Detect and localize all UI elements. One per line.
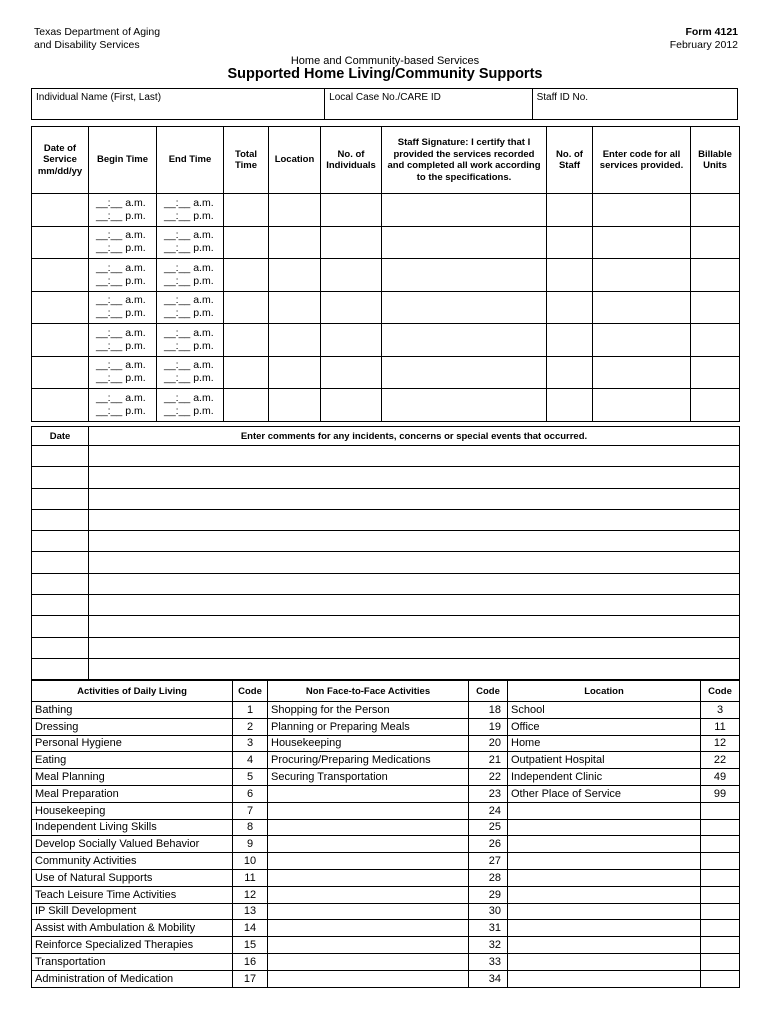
service-location-cell[interactable] — [269, 356, 321, 389]
service-date-cell[interactable] — [32, 194, 89, 227]
comment-row — [32, 488, 740, 509]
time-pm-blank: __:__ p.m. — [96, 209, 146, 222]
adl-code: 3 — [233, 735, 268, 752]
codes-row — [32, 718, 740, 735]
non-face-activity — [268, 886, 469, 903]
service-no-individuals-cell[interactable] — [321, 194, 382, 227]
comment-row — [32, 658, 740, 679]
time-am-blank: __:__ a.m. — [164, 326, 214, 339]
adl-code: 7 — [233, 802, 268, 819]
adl-activity: Assist with Ambulation & Mobility — [32, 920, 233, 937]
service-begin-time-cell[interactable] — [89, 226, 157, 259]
adl-activity: Personal Hygiene — [32, 735, 233, 752]
comment-date-cell[interactable] — [32, 637, 89, 658]
service-no-individuals-cell[interactable] — [321, 226, 382, 259]
service-begin-time-cell[interactable] — [89, 389, 157, 422]
service-no-individuals-cell[interactable] — [321, 389, 382, 422]
codes-row — [32, 769, 740, 786]
service-begin-time-cell[interactable] — [89, 324, 157, 357]
location-name: Outpatient Hospital — [508, 752, 701, 769]
service-service-code-cell[interactable] — [593, 291, 691, 324]
agency-line-2: and Disability Services — [34, 39, 140, 51]
comment-date-cell[interactable] — [32, 616, 89, 637]
adl-code: 12 — [233, 886, 268, 903]
codes-row — [32, 937, 740, 954]
adl-code: 15 — [233, 937, 268, 954]
service-service-code-cell[interactable] — [593, 389, 691, 422]
comment-text-cell[interactable] — [89, 488, 740, 509]
codes-row — [32, 903, 740, 920]
service-total-time-cell[interactable] — [224, 291, 269, 324]
service-total-time-cell[interactable] — [224, 194, 269, 227]
time-pm-blank: __:__ p.m. — [164, 404, 214, 417]
service-end-time-cell[interactable] — [157, 259, 224, 292]
time-pm-blank: __:__ p.m. — [96, 307, 146, 320]
location-code — [701, 903, 740, 920]
adl-code: 16 — [233, 953, 268, 970]
location-name — [508, 920, 701, 937]
time-pm-blank: __:__ p.m. — [164, 372, 214, 385]
form-id — [670, 26, 738, 52]
adl-code: 8 — [233, 819, 268, 836]
codes-reference-table — [31, 680, 740, 988]
comment-row — [32, 637, 740, 658]
non-face-activity — [268, 785, 469, 802]
agency-line-1: Texas Department of Aging — [34, 26, 161, 38]
non-face-activity: Planning or Preparing Meals — [268, 718, 469, 735]
location-name — [508, 937, 701, 954]
service-location-cell[interactable] — [269, 291, 321, 324]
service-total-time-cell[interactable] — [224, 226, 269, 259]
adl-activity: Reinforce Specialized Therapies — [32, 937, 233, 954]
non-face-code: 26 — [469, 836, 508, 853]
comment-date-cell[interactable] — [32, 573, 89, 594]
adl-activity: Dressing — [32, 718, 233, 735]
location-name — [508, 836, 701, 853]
time-am-blank: __:__ a.m. — [96, 229, 146, 242]
non-face-activity — [268, 920, 469, 937]
adl-activity: Eating — [32, 752, 233, 769]
time-pm-blank: __:__ p.m. — [96, 339, 146, 352]
location-code — [701, 836, 740, 853]
non-face-activity: Securing Transportation — [268, 769, 469, 786]
service-no-staff-cell[interactable] — [547, 356, 593, 389]
non-face-activity: Housekeeping — [268, 735, 469, 752]
staff-id-field[interactable] — [533, 89, 737, 119]
service-location-cell[interactable] — [269, 194, 321, 227]
location-code-header: Code — [701, 681, 740, 702]
case-no-field[interactable] — [325, 89, 532, 119]
adl-activity: Administration of Medication — [32, 970, 233, 987]
codes-row — [32, 920, 740, 937]
col-total-time: Total Time — [224, 127, 269, 194]
time-pm-blank: __:__ p.m. — [96, 372, 146, 385]
codes-row — [32, 802, 740, 819]
non-face-code: 30 — [469, 903, 508, 920]
comment-row — [32, 595, 740, 616]
service-no-staff-cell[interactable] — [547, 389, 593, 422]
non-face-code: 24 — [469, 802, 508, 819]
col-location: Location — [269, 127, 321, 194]
time-pm-blank: __:__ p.m. — [96, 404, 146, 417]
adl-activity: Bathing — [32, 702, 233, 719]
service-no-individuals-cell[interactable] — [321, 291, 382, 324]
service-row — [32, 324, 740, 357]
service-end-time-cell[interactable] — [157, 389, 224, 422]
service-service-code-cell[interactable] — [593, 356, 691, 389]
comment-row — [32, 467, 740, 488]
comment-text-cell[interactable] — [89, 531, 740, 552]
adl-code: 1 — [233, 702, 268, 719]
adl-activity: Transportation — [32, 953, 233, 970]
time-pm-blank: __:__ p.m. — [164, 209, 214, 222]
adl-code: 9 — [233, 836, 268, 853]
codes-row — [32, 970, 740, 987]
service-no-individuals-cell[interactable] — [321, 356, 382, 389]
codes-row — [32, 785, 740, 802]
non-face-code: 22 — [469, 769, 508, 786]
service-end-time-cell[interactable] — [157, 194, 224, 227]
adl-header: Activities of Daily Living — [32, 681, 233, 702]
adl-code: 2 — [233, 718, 268, 735]
service-log-table — [31, 126, 740, 422]
non-face-activity — [268, 970, 469, 987]
location-name: School — [508, 702, 701, 719]
service-total-time-cell[interactable] — [224, 324, 269, 357]
adl-activity: Community Activities — [32, 853, 233, 870]
service-begin-time-cell[interactable] — [89, 194, 157, 227]
non-face-activity — [268, 819, 469, 836]
location-name — [508, 869, 701, 886]
codes-row — [32, 819, 740, 836]
non-face-code: 27 — [469, 853, 508, 870]
time-am-blank: __:__ a.m. — [96, 326, 146, 339]
comment-text-cell[interactable] — [89, 509, 740, 530]
service-end-time-cell[interactable] — [157, 324, 224, 357]
time-pm-blank: __:__ p.m. — [164, 274, 214, 287]
codes-row — [32, 886, 740, 903]
adl-code: 10 — [233, 853, 268, 870]
case-no-label: Local Case No./CARE ID — [329, 92, 441, 103]
service-service-code-cell[interactable] — [593, 226, 691, 259]
non-face-code: 32 — [469, 937, 508, 954]
service-staff-signature-cell[interactable] — [382, 291, 547, 324]
service-location-cell[interactable] — [269, 226, 321, 259]
comment-date-cell[interactable] — [32, 552, 89, 573]
adl-code: 14 — [233, 920, 268, 937]
comment-date-cell[interactable] — [32, 467, 89, 488]
location-code: 49 — [701, 769, 740, 786]
time-am-blank: __:__ a.m. — [164, 196, 214, 209]
time-pm-blank: __:__ p.m. — [96, 242, 146, 255]
service-begin-time-cell[interactable] — [89, 259, 157, 292]
adl-activity: Housekeeping — [32, 802, 233, 819]
adl-code: 11 — [233, 869, 268, 886]
comment-text-cell[interactable] — [89, 616, 740, 637]
service-total-time-cell[interactable] — [224, 259, 269, 292]
form-date: February 2012 — [669, 39, 738, 51]
non-face-activity: Procuring/Preparing Medications — [268, 752, 469, 769]
location-code: 22 — [701, 752, 740, 769]
non-face-activity — [268, 802, 469, 819]
service-staff-signature-cell[interactable] — [382, 259, 547, 292]
codes-row — [32, 853, 740, 870]
service-service-code-cell[interactable] — [593, 194, 691, 227]
non-face-code: 34 — [469, 970, 508, 987]
time-am-blank: __:__ a.m. — [96, 196, 146, 209]
non-face-activity — [268, 869, 469, 886]
location-name — [508, 953, 701, 970]
service-billable-units-cell[interactable] — [691, 389, 740, 422]
non-face-code: 21 — [469, 752, 508, 769]
service-begin-time-cell[interactable] — [89, 291, 157, 324]
time-am-blank: __:__ a.m. — [96, 261, 146, 274]
location-code — [701, 802, 740, 819]
service-date-cell[interactable] — [32, 259, 89, 292]
location-code: 11 — [701, 718, 740, 735]
service-billable-units-cell[interactable] — [691, 324, 740, 357]
non-face-code: 25 — [469, 819, 508, 836]
non-face-activity — [268, 836, 469, 853]
adl-code: 13 — [233, 903, 268, 920]
location-code — [701, 886, 740, 903]
location-code — [701, 853, 740, 870]
form-title: Supported Home Living/Community Supports — [227, 66, 543, 82]
comment-text-cell[interactable] — [89, 658, 740, 679]
staff-id-label: Staff ID No. — [536, 92, 589, 103]
comments-text-header: Enter comments for any incidents, concerns or special events that occurred. — [89, 427, 740, 446]
non-face-code-header: Code — [469, 681, 508, 702]
service-no-staff-cell[interactable] — [547, 291, 593, 324]
col-no-staff: No. of Staff — [547, 127, 593, 194]
adl-activity: Independent Living Skills — [32, 819, 233, 836]
non-face-code: 20 — [469, 735, 508, 752]
non-face-activity — [268, 953, 469, 970]
service-total-time-cell[interactable] — [224, 356, 269, 389]
comment-row — [32, 446, 740, 467]
service-billable-units-cell[interactable] — [691, 291, 740, 324]
service-billable-units-cell[interactable] — [691, 356, 740, 389]
codes-row — [32, 735, 740, 752]
comment-date-cell[interactable] — [32, 488, 89, 509]
time-am-blank: __:__ a.m. — [164, 229, 214, 242]
non-face-code: 23 — [469, 785, 508, 802]
service-service-code-cell[interactable] — [593, 324, 691, 357]
time-pm-blank: __:__ p.m. — [96, 274, 146, 287]
comment-date-cell[interactable] — [32, 531, 89, 552]
location-code — [701, 970, 740, 987]
service-staff-signature-cell[interactable] — [382, 389, 547, 422]
time-am-blank: __:__ a.m. — [164, 261, 214, 274]
location-name: Independent Clinic — [508, 769, 701, 786]
comments-date-header: Date — [32, 427, 89, 446]
service-row — [32, 356, 740, 389]
service-end-time-cell[interactable] — [157, 226, 224, 259]
service-location-cell[interactable] — [269, 324, 321, 357]
time-am-blank: __:__ a.m. — [96, 391, 146, 404]
service-staff-signature-cell[interactable] — [382, 226, 547, 259]
col-staff-signature: Staff Signature: I certify that I provided the services recorded and completed all work according to the specifications. — [382, 127, 547, 194]
location-code: 12 — [701, 735, 740, 752]
comment-row — [32, 509, 740, 530]
time-am-blank: __:__ a.m. — [96, 359, 146, 372]
time-am-blank: __:__ a.m. — [164, 391, 214, 404]
col-service-code: Enter code for all services provided. — [593, 127, 691, 194]
comment-date-cell[interactable] — [32, 509, 89, 530]
identity-box — [31, 88, 738, 120]
service-row — [32, 259, 740, 292]
codes-row — [32, 869, 740, 886]
service-billable-units-cell[interactable] — [691, 226, 740, 259]
adl-code: 5 — [233, 769, 268, 786]
adl-code: 17 — [233, 970, 268, 987]
non-face-code: 18 — [469, 702, 508, 719]
non-face-code: 31 — [469, 920, 508, 937]
codes-row — [32, 836, 740, 853]
comments-header-row — [32, 427, 740, 446]
service-date-cell[interactable] — [32, 356, 89, 389]
service-date-cell[interactable] — [32, 226, 89, 259]
comment-text-cell[interactable] — [89, 552, 740, 573]
location-code — [701, 937, 740, 954]
location-name — [508, 853, 701, 870]
service-row — [32, 226, 740, 259]
service-no-staff-cell[interactable] — [547, 259, 593, 292]
location-code: 3 — [701, 702, 740, 719]
location-name — [508, 819, 701, 836]
adl-activity: Develop Socially Valued Behavior — [32, 836, 233, 853]
comment-text-cell[interactable] — [89, 573, 740, 594]
location-code — [701, 920, 740, 937]
service-staff-signature-cell[interactable] — [382, 324, 547, 357]
service-total-time-cell[interactable] — [224, 389, 269, 422]
codes-row — [32, 953, 740, 970]
comments-table — [31, 426, 740, 680]
agency-name — [34, 26, 160, 52]
service-location-cell[interactable] — [269, 389, 321, 422]
comment-text-cell[interactable] — [89, 595, 740, 616]
individual-name-label: Individual Name (First, Last) — [36, 92, 162, 103]
time-pm-blank: __:__ p.m. — [164, 307, 214, 320]
col-date-of-service: Date of Service mm/dd/yy — [32, 127, 89, 194]
service-end-time-cell[interactable] — [157, 291, 224, 324]
comment-date-cell[interactable] — [32, 595, 89, 616]
location-code — [701, 869, 740, 886]
comment-date-cell[interactable] — [32, 658, 89, 679]
time-pm-blank: __:__ p.m. — [164, 339, 214, 352]
service-date-cell[interactable] — [32, 389, 89, 422]
service-row — [32, 194, 740, 227]
service-staff-signature-cell[interactable] — [382, 356, 547, 389]
time-am-blank: __:__ a.m. — [164, 294, 214, 307]
location-name: Other Place of Service — [508, 785, 701, 802]
col-no-individuals: No. of Individuals — [321, 127, 382, 194]
comment-row — [32, 552, 740, 573]
adl-activity: Meal Preparation — [32, 785, 233, 802]
service-no-staff-cell[interactable] — [547, 194, 593, 227]
location-name — [508, 903, 701, 920]
adl-activity: Teach Leisure Time Activities — [32, 886, 233, 903]
non-face-code: 19 — [469, 718, 508, 735]
time-am-blank: __:__ a.m. — [96, 294, 146, 307]
location-name — [508, 970, 701, 987]
adl-code-header: Code — [233, 681, 268, 702]
col-billable-units: Billable Units — [691, 127, 740, 194]
adl-activity: IP Skill Development — [32, 903, 233, 920]
comment-text-cell[interactable] — [89, 467, 740, 488]
service-date-cell[interactable] — [32, 324, 89, 357]
location-header: Location — [508, 681, 701, 702]
service-begin-time-cell[interactable] — [89, 356, 157, 389]
adl-code: 6 — [233, 785, 268, 802]
non-face-code: 29 — [469, 886, 508, 903]
non-face-activity — [268, 853, 469, 870]
codes-row — [32, 702, 740, 719]
comment-text-cell[interactable] — [89, 446, 740, 467]
form-number: Form 4121 — [685, 26, 738, 38]
time-pm-blank: __:__ p.m. — [164, 242, 214, 255]
individual-name-field[interactable] — [32, 89, 325, 119]
service-date-cell[interactable] — [32, 291, 89, 324]
location-code — [701, 819, 740, 836]
service-row — [32, 291, 740, 324]
comment-date-cell[interactable] — [32, 446, 89, 467]
comment-row — [32, 616, 740, 637]
adl-activity: Use of Natural Supports — [32, 869, 233, 886]
service-no-staff-cell[interactable] — [547, 226, 593, 259]
service-billable-units-cell[interactable] — [691, 194, 740, 227]
service-end-time-cell[interactable] — [157, 356, 224, 389]
service-header-row — [32, 127, 740, 194]
non-face-activity: Shopping for the Person — [268, 702, 469, 719]
time-am-blank: __:__ a.m. — [164, 359, 214, 372]
service-service-code-cell[interactable] — [593, 259, 691, 292]
comment-row — [32, 531, 740, 552]
location-name: Home — [508, 735, 701, 752]
location-name — [508, 802, 701, 819]
service-staff-signature-cell[interactable] — [382, 194, 547, 227]
service-billable-units-cell[interactable] — [691, 259, 740, 292]
comment-text-cell[interactable] — [89, 637, 740, 658]
comment-row — [32, 573, 740, 594]
col-begin-time: Begin Time — [89, 127, 157, 194]
codes-row — [32, 752, 740, 769]
location-code: 99 — [701, 785, 740, 802]
form-subtitle: Home and Community-based Services — [290, 55, 480, 67]
non-face-header: Non Face-to-Face Activities — [268, 681, 469, 702]
codes-header-row — [32, 681, 740, 702]
non-face-code: 33 — [469, 953, 508, 970]
adl-activity: Meal Planning — [32, 769, 233, 786]
service-location-cell[interactable] — [269, 259, 321, 292]
location-name — [508, 886, 701, 903]
location-code — [701, 953, 740, 970]
non-face-activity — [268, 937, 469, 954]
adl-code: 4 — [233, 752, 268, 769]
service-row — [32, 389, 740, 422]
service-no-individuals-cell[interactable] — [321, 259, 382, 292]
service-no-individuals-cell[interactable] — [321, 324, 382, 357]
non-face-code: 28 — [469, 869, 508, 886]
service-no-staff-cell[interactable] — [547, 324, 593, 357]
location-name: Office — [508, 718, 701, 735]
non-face-activity — [268, 903, 469, 920]
col-end-time: End Time — [157, 127, 224, 194]
